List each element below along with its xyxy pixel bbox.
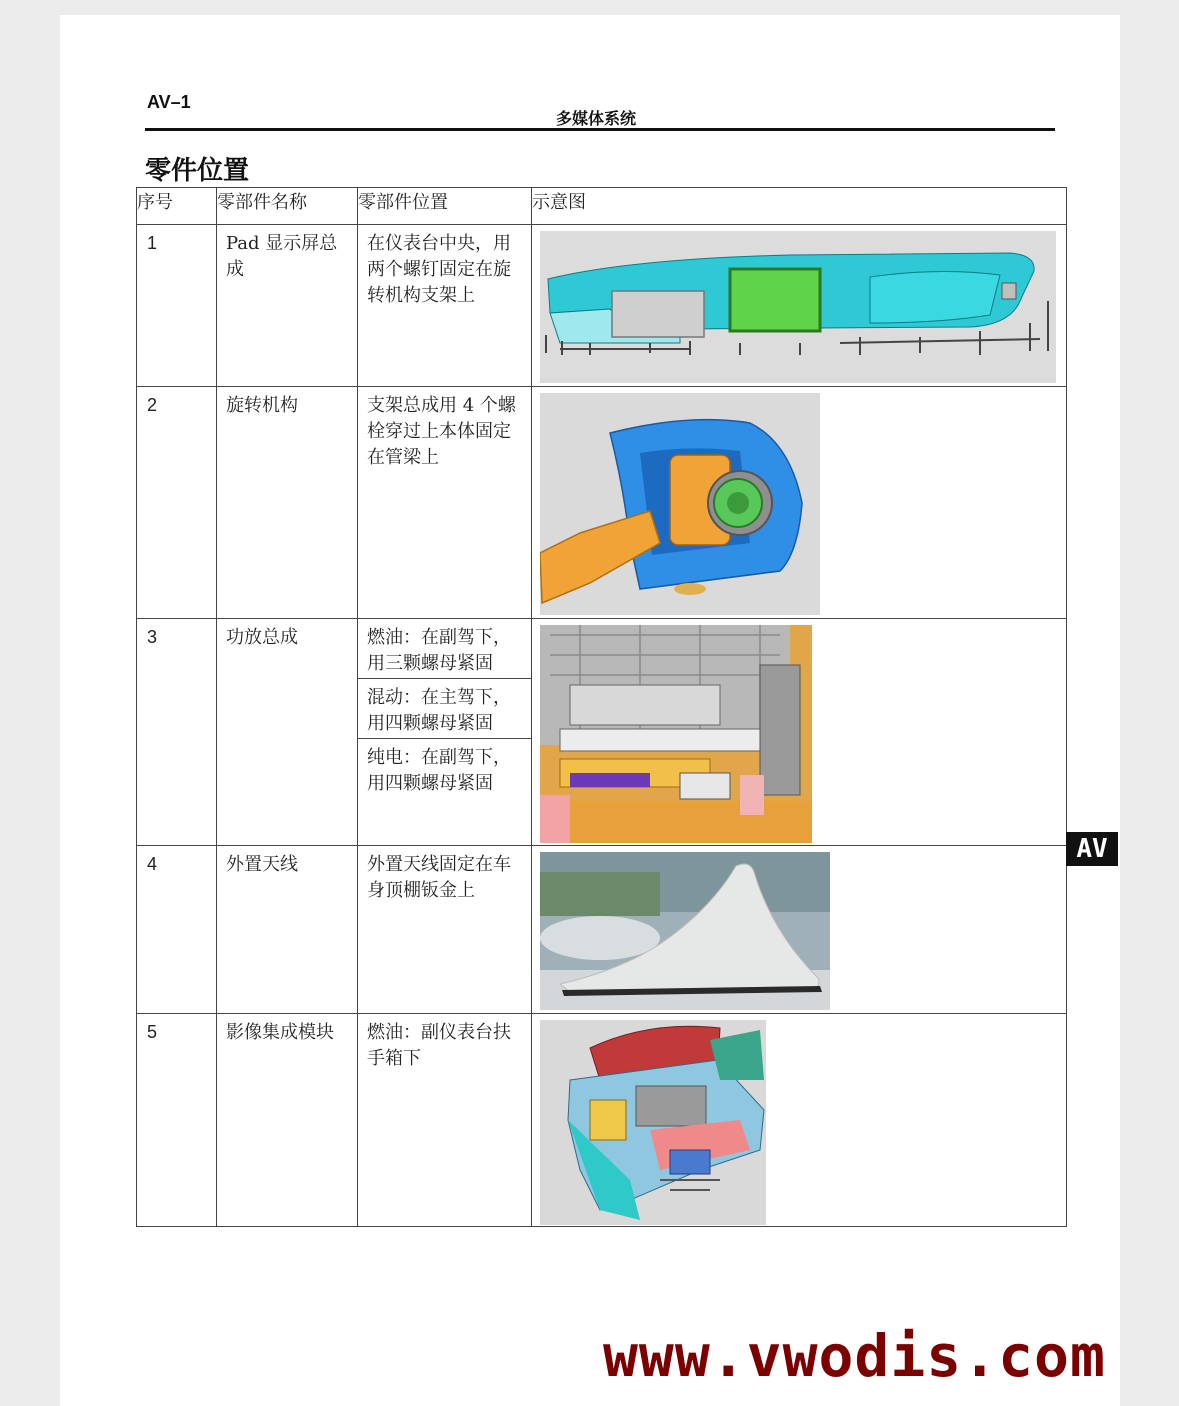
table-row [137,1014,1067,1227]
part-location-fuel: 燃油：在副驾下，用三颗螺母紧固 [367,627,511,674]
part-name: 旋转机构 [226,395,298,416]
part-location: 支架总成用 4 个螺栓穿过上本体固定在管梁上 [367,395,516,468]
page-code: AV–1 [147,92,191,112]
column-header-diagram: 示意图 [532,188,1067,225]
part-location-ev: 纯电：在副驾下，用四颗螺母紧固 [367,747,511,794]
part-location: 在仪表台中央，用两个螺钉固定在旋转机构支架上 [367,233,511,306]
row-number: 1 [147,233,158,253]
row-number: 5 [147,1022,158,1042]
table-header-row [137,188,1067,225]
shark-fin-antenna-photo [540,852,830,1010]
table-row [137,225,1067,387]
part-location: 燃油：副仪表台扶手箱下 [367,1022,511,1069]
part-name: 功放总成 [226,627,298,648]
part-name: Pad 显示屏总成 [226,233,338,280]
table-row [137,619,1067,679]
row-number: 2 [147,395,158,415]
rotation-mechanism-illustration [540,393,820,615]
section-tab-badge: AV [1066,832,1118,866]
column-header-location: 零部件位置 [358,188,532,225]
column-header-no: 序号 [137,188,217,225]
column-header-name: 零部件名称 [217,188,358,225]
table-row [137,387,1067,619]
part-name: 影像集成模块 [226,1022,334,1043]
chapter-title: 多媒体系统 [556,109,637,128]
section-title: 零件位置 [145,156,250,186]
part-name: 外置天线 [226,854,298,875]
parts-location-table [136,187,1067,1227]
row-number: 4 [147,854,158,874]
amplifier-under-seat-illustration [540,625,812,843]
watermark-text: www.vwodis.com [603,1322,1106,1390]
part-location: 外置天线固定在车身顶棚钣金上 [367,854,511,901]
header-rule [145,128,1055,131]
dashboard-pad-display-illustration [540,231,1056,383]
image-integration-module-illustration [540,1020,766,1225]
row-number: 3 [147,627,158,647]
table-row [137,846,1067,1014]
part-location-hybrid: 混动：在主驾下，用四颗螺母紧固 [367,687,511,734]
